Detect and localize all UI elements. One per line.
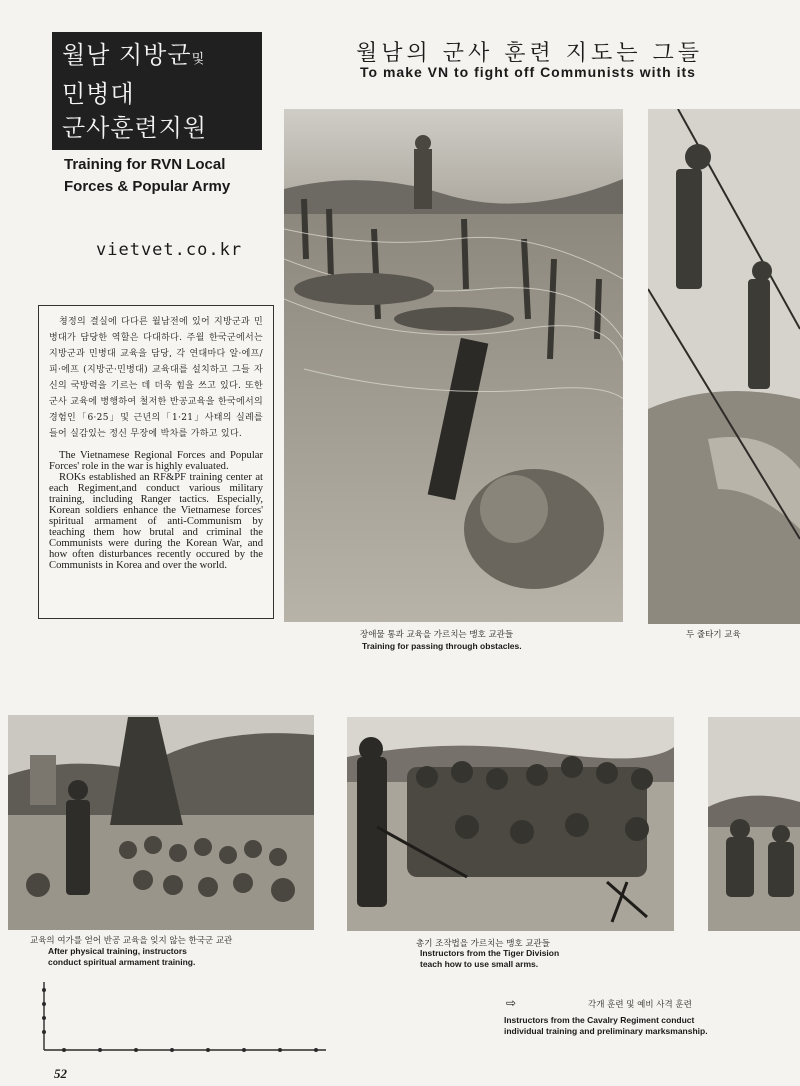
- article-korean-text: 쳥정의 결실에 다다른 월남전에 있어 지방군과 민병대가 담당한 역할은 다대하다. 주월 한국군에서는 지방군과 민병대 교육을 담당, 각 연대마다 알·에프/피·에프 (지방군·민병대) 교육대를 설치하고 그들 자신의 국방력을 기르는 데 더욱 힘을 쓰고 있다. 또한 군사 교육에 병행하여 철저한 반공교육을 한국에서의 경험인「6·25」및 근년의「1·21」사태의 실례를 들어 실감있는 정신 무장에 박차를 가하고 있다.: [49, 317, 263, 439]
- english-title-line1: Training for RVN Local: [64, 156, 226, 173]
- korean-title-line2: 민병대: [62, 80, 135, 108]
- cavalry-caption-english: [504, 1015, 708, 1037]
- article-english-para1: The Vietnamese Regional Forces and Popular Forces' role in the war is highly evaluated.: [49, 450, 263, 472]
- site-watermark[interactable]: vietvet.co.kr: [96, 240, 243, 260]
- spiritual-caption-korean: 교육의 여가를 얻어 반공 교육을 잊지 않는 한국군 교관: [30, 936, 233, 946]
- article-box: [38, 305, 274, 619]
- small-arms-caption-english-line1: Instructors from the Tiger Division: [420, 948, 560, 958]
- spiritual-training-photo: [8, 715, 314, 930]
- small-arms-photo: [347, 717, 674, 931]
- korean-title-line3: 군사훈련지원: [62, 114, 208, 142]
- korean-title-line1: 월남 지방군및: [62, 41, 205, 69]
- spiritual-caption-english-line1: After physical training, instructors: [48, 946, 187, 956]
- english-subhead: To make VN to fight off Communists with its: [360, 64, 696, 80]
- korean-headline: 월남의 군사 훈련 지도는 그들: [356, 41, 703, 66]
- korean-title-conjunction: 및: [191, 52, 205, 67]
- small-arms-caption-english: [420, 948, 559, 970]
- article-english-text: [49, 450, 263, 571]
- obstacle-caption-english: Training for passing through obstacles.: [362, 641, 522, 651]
- small-arms-caption-english-line2: teach how to use small arms.: [420, 959, 539, 969]
- english-title: [64, 154, 264, 198]
- cavalry-caption-arrow: ⇨: [506, 996, 517, 1010]
- rope-crossing-photo: [648, 109, 800, 624]
- cavalry-training-photo: [708, 717, 800, 931]
- small-arms-caption-korean: 총기 조작법을 가르치는 맹호 교관들: [416, 939, 550, 949]
- spiritual-caption-english: [48, 946, 195, 968]
- decorative-corner-border: [40, 980, 330, 1054]
- page-number: 52: [54, 1066, 67, 1081]
- korean-title-block: [52, 32, 262, 150]
- cavalry-caption-english-line1: Instructors from the Cavalry Regiment conduct: [504, 1015, 695, 1025]
- cavalry-caption-english-line2: individual training and preliminary marksmanship.: [504, 1026, 708, 1036]
- obstacle-course-photo: [284, 109, 623, 622]
- obstacle-caption-korean: 장애물 통과 교육을 가르치는 맹호 교관들: [360, 630, 514, 640]
- rope-caption-korean: 두 줄타기 교육: [686, 630, 741, 640]
- article-english-para2: ROKs established an RF&PF training center at each Regiment,and conduct various military training, including Ranger tactics. Especially, Korean soldiers enhance the Vietnamese forces' spiritual armament of anti-Communism by teaching them how brutal and criminal the Communists were during the Korean War, and how often disturbances recently occured by the Communists in Korea and over the world.: [49, 472, 263, 571]
- english-title-line2: Forces & Popular Army: [64, 178, 231, 195]
- spiritual-caption-english-line2: conduct spiritual armament training.: [48, 957, 196, 967]
- cavalry-caption-korean: 각개 훈련 및 예비 사격 훈련: [588, 1000, 692, 1010]
